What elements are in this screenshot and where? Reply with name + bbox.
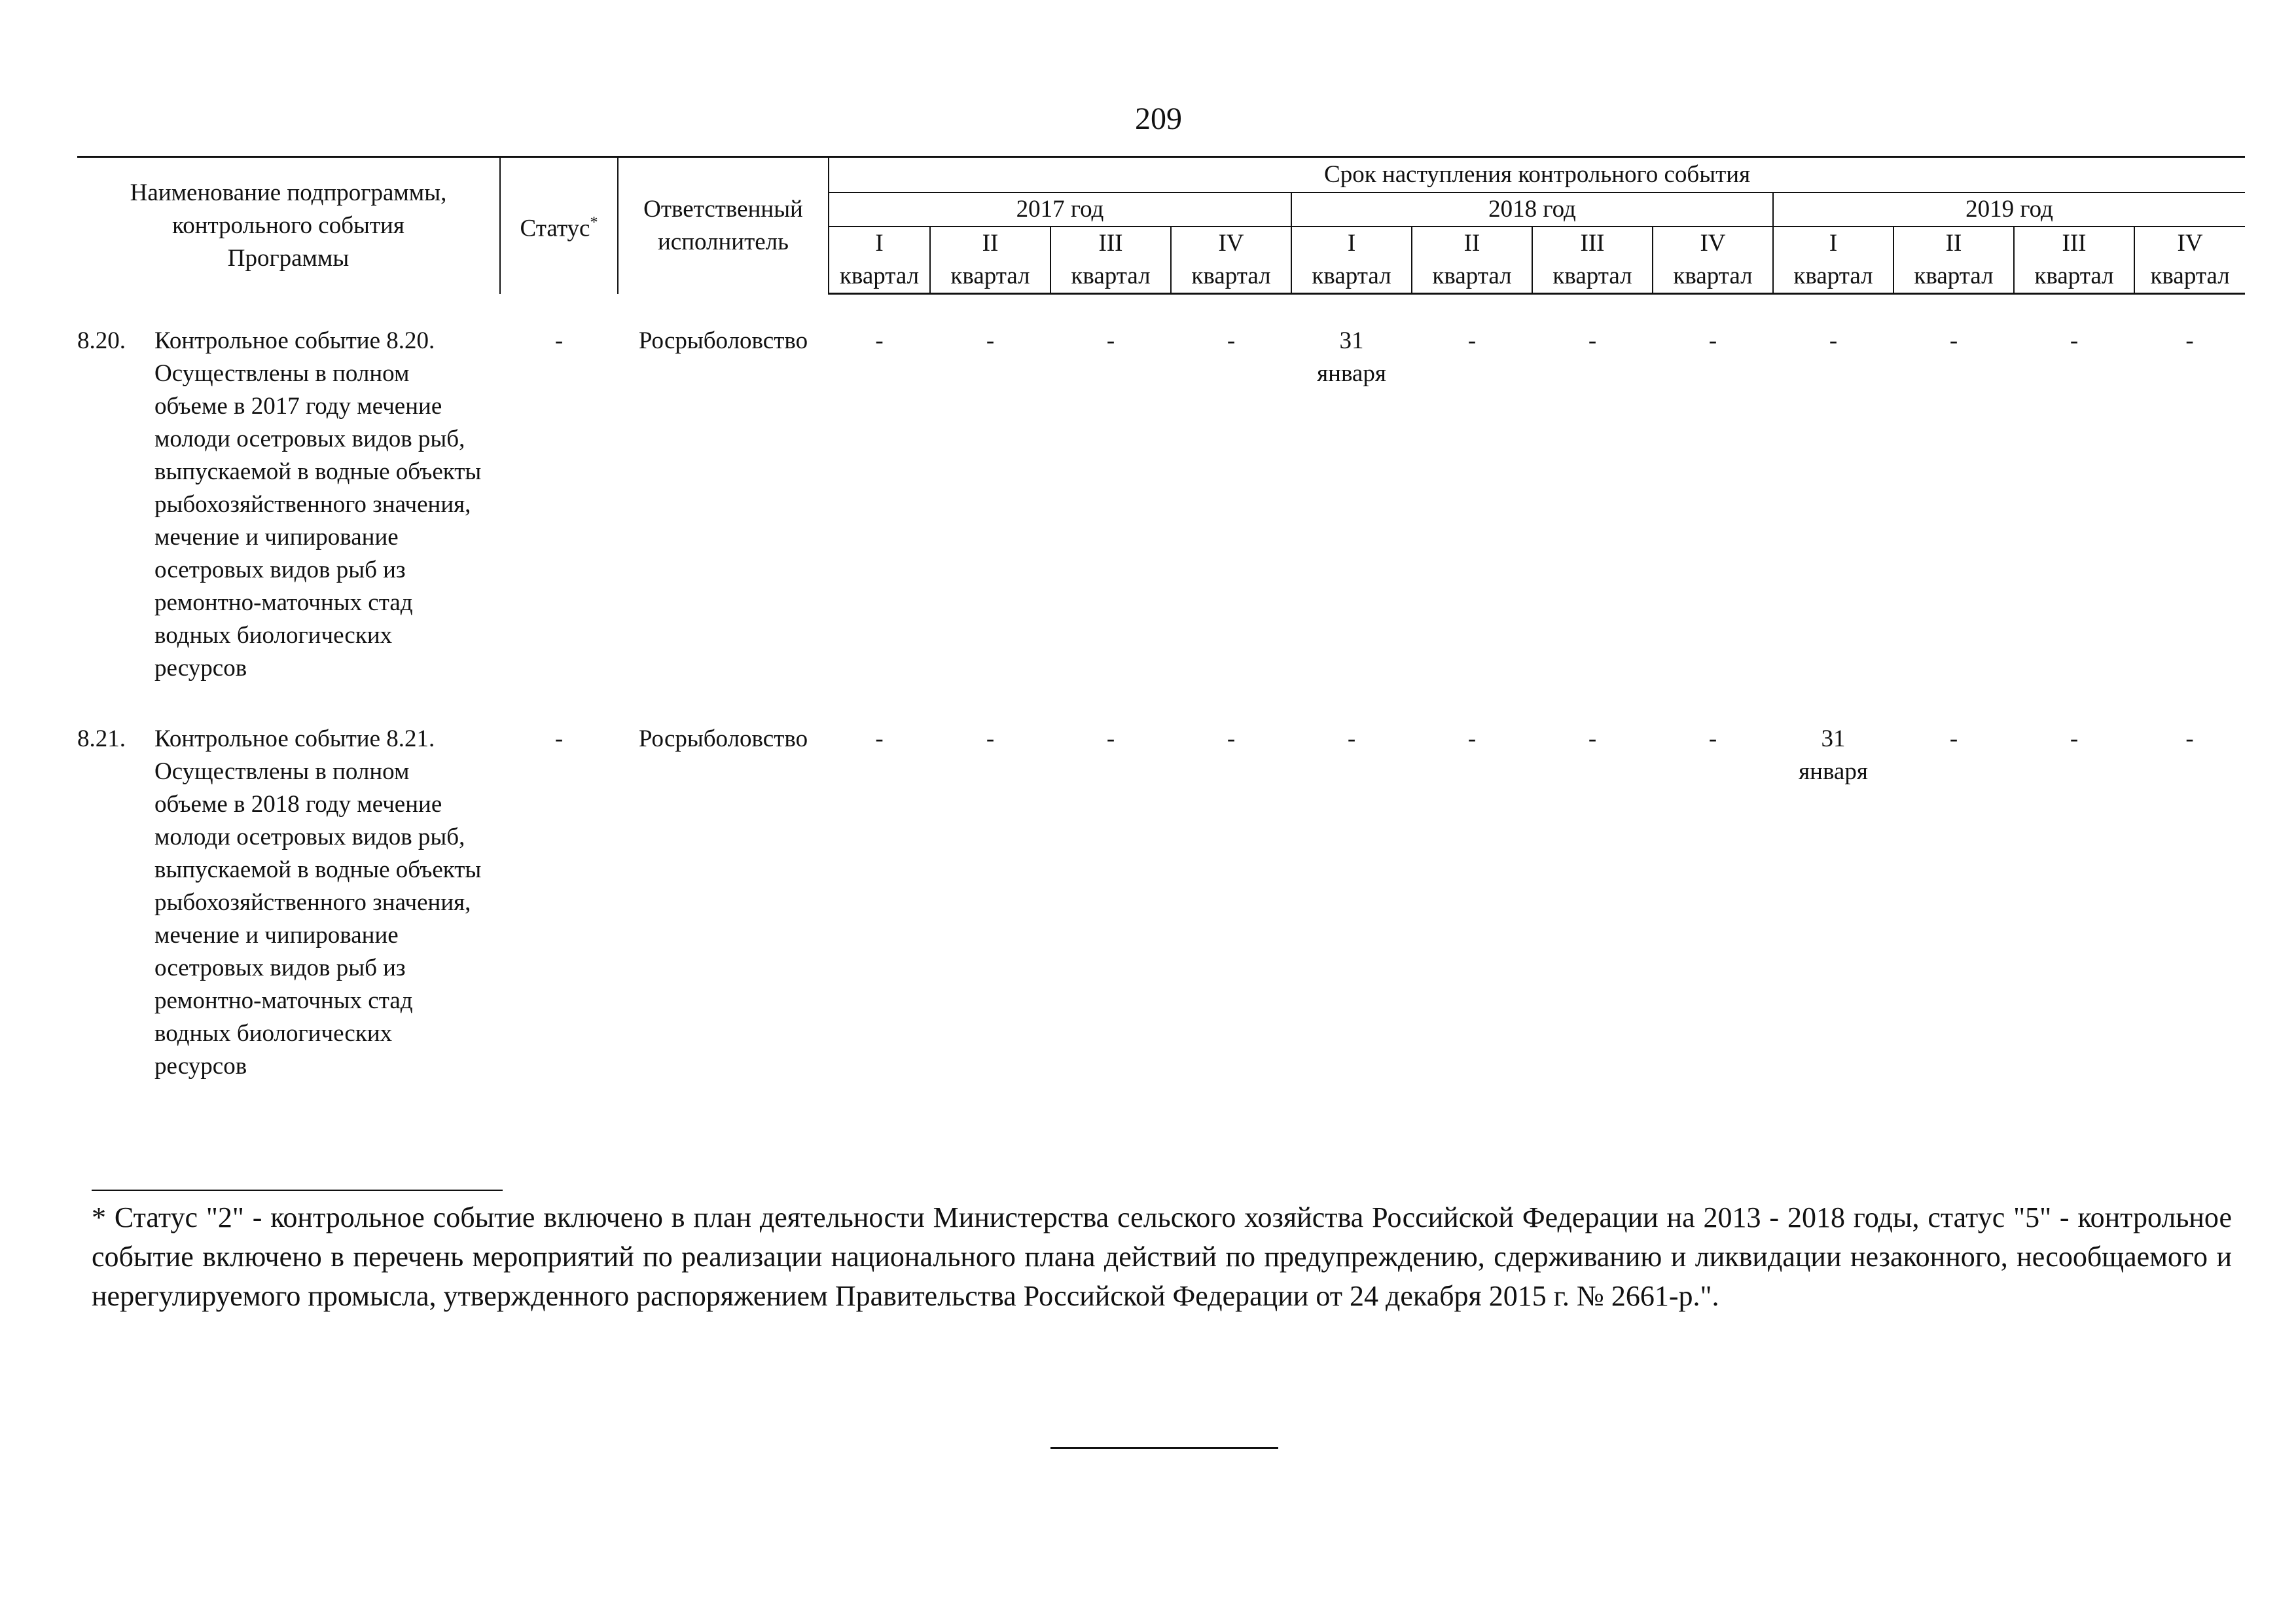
event-name: Контрольное событие 8.21. Осуществлены в полном объеме в 2018 году мечение молоди осетровых видов рыб, выпускаемой в водные объекты рыбохозяйственного значения, мечение и чипирование осетровых видов рыб из ремонтно-маточных стад водных биологических ресурсов <box>154 725 482 1080</box>
event-number: 8.21. <box>77 725 126 752</box>
quarter-deadline-cell: - <box>986 327 995 354</box>
body-top-spacer <box>77 294 2245 325</box>
header-quarter-numeral: III <box>1532 227 1653 260</box>
header-quarter-numeral: II <box>930 227 1050 260</box>
header-quarter-numeral: I <box>1773 227 1893 260</box>
event-status: - <box>554 725 564 752</box>
header-quarter-numeral: IV <box>1653 227 1773 260</box>
event-responsible: Росрыболовство <box>638 725 808 752</box>
header-quarter-numeral: I <box>1291 227 1412 260</box>
event-name-cell <box>77 723 500 1083</box>
closing-rule <box>1050 1447 1278 1449</box>
header-quarter-numeral: IV <box>1171 227 1291 260</box>
header-deadline-group: Срок наступления контрольного события <box>829 157 2245 193</box>
event-name: Контрольное событие 8.20. Осуществлены в полном объеме в 2017 году мечение молоди осетровых видов рыб, выпускаемой в водные объекты рыбохозяйственного значения, мечение и чипирование осетровых видов рыб из ремонтно-маточных стад водных биологических ресурсов <box>154 327 482 682</box>
header-quarter-word: квартал <box>930 260 1050 294</box>
quarter-deadline-cell: - <box>1347 725 1356 752</box>
header-year: 2018 год <box>1291 192 1773 227</box>
event-status: - <box>554 327 564 354</box>
header-responsible-column: Ответственный исполнитель <box>618 157 829 294</box>
quarter-deadline-cell: - <box>1227 725 1236 752</box>
header-quarter-numeral: IV <box>2134 227 2245 260</box>
table-row <box>77 723 2245 1083</box>
quarter-deadline-cell: - <box>2185 327 2194 354</box>
header-status-label: Статус <box>520 215 590 242</box>
table-body <box>77 294 2245 1084</box>
row-gap <box>77 685 2245 723</box>
event-name-cell <box>77 325 500 685</box>
quarter-deadline-cell: - <box>986 725 995 752</box>
control-events-table <box>77 156 2245 1083</box>
quarter-deadline-cell: - <box>1106 725 1115 752</box>
header-year: 2017 год <box>829 192 1291 227</box>
quarter-deadline-cell: - <box>1106 327 1115 354</box>
header-quarter-word: квартал <box>1291 260 1412 294</box>
quarter-deadline-cell: - <box>2070 725 2079 752</box>
quarter-deadline-cell: - <box>1588 725 1597 752</box>
quarter-deadline-cell: - <box>1467 327 1477 354</box>
header-quarter-numeral: III <box>2014 227 2134 260</box>
footnote: * Статус "2" - контрольное событие включено в план деятельности Министерства сельского хозяйства Российской Федерации на 2013 - 2018 годы, статус "5" - контрольное событие включено в перечень мероприятий по реализации национального плана действий по предупреждению, сдерживанию и ликвидации незаконного, несообщаемого и нерегулируемого промысла, утвержденного распоряжением Правительства Российской Федерации от 24 декабря 2015 г. № 2661-р.". <box>92 1201 2232 1312</box>
header-quarter-numeral: II <box>1893 227 2014 260</box>
quarter-deadline-cell: - <box>2185 725 2194 752</box>
quarter-deadline-cell: - <box>875 327 884 354</box>
quarter-deadline-cell: - <box>1829 327 1838 354</box>
header-quarter-numeral: I <box>829 227 930 260</box>
page-number: 209 <box>1135 101 1182 136</box>
header-quarter-word: квартал <box>1532 260 1653 294</box>
header-quarter-word: квартал <box>1050 260 1171 294</box>
header-year: 2019 год <box>1773 192 2245 227</box>
header-quarter-word: квартал <box>829 260 930 294</box>
quarter-deadline-cell: - <box>875 725 884 752</box>
header-quarter-word: квартал <box>2134 260 2245 294</box>
gap-cell <box>77 685 2245 723</box>
header-quarter-word: квартал <box>1893 260 2014 294</box>
footnote-separator <box>92 1190 503 1191</box>
quarter-deadline-cell: - <box>1588 327 1597 354</box>
header-quarter-numeral: III <box>1050 227 1171 260</box>
header-quarter-word: квартал <box>2014 260 2134 294</box>
quarter-deadline-cell: - <box>1949 327 1958 354</box>
spacer-cell <box>77 294 2245 325</box>
header-quarter-numeral: II <box>1412 227 1532 260</box>
quarter-deadline-cell: - <box>1708 327 1717 354</box>
event-responsible: Росрыболовство <box>638 327 808 354</box>
header-quarter-word: квартал <box>1773 260 1893 294</box>
quarter-deadline-cell: - <box>1227 327 1236 354</box>
table-row <box>77 325 2245 685</box>
header-quarter-word: квартал <box>1653 260 1773 294</box>
quarter-deadline-cell: 31 января <box>1799 725 1868 785</box>
quarter-deadline-cell: - <box>1467 725 1477 752</box>
quarter-deadline-cell: - <box>1949 725 1958 752</box>
header-name-column: Наименование подпрограммы, контрольного события Программы <box>77 157 500 294</box>
quarter-deadline-cell: - <box>1708 725 1717 752</box>
header-quarter-word: квартал <box>1171 260 1291 294</box>
quarter-deadline-cell: - <box>2070 327 2079 354</box>
header-status-column <box>500 157 618 294</box>
header-status-marker: * <box>590 214 598 232</box>
event-number: 8.20. <box>77 327 126 354</box>
header-quarter-word: квартал <box>1412 260 1532 294</box>
quarter-deadline-cell: 31 января <box>1317 327 1386 387</box>
